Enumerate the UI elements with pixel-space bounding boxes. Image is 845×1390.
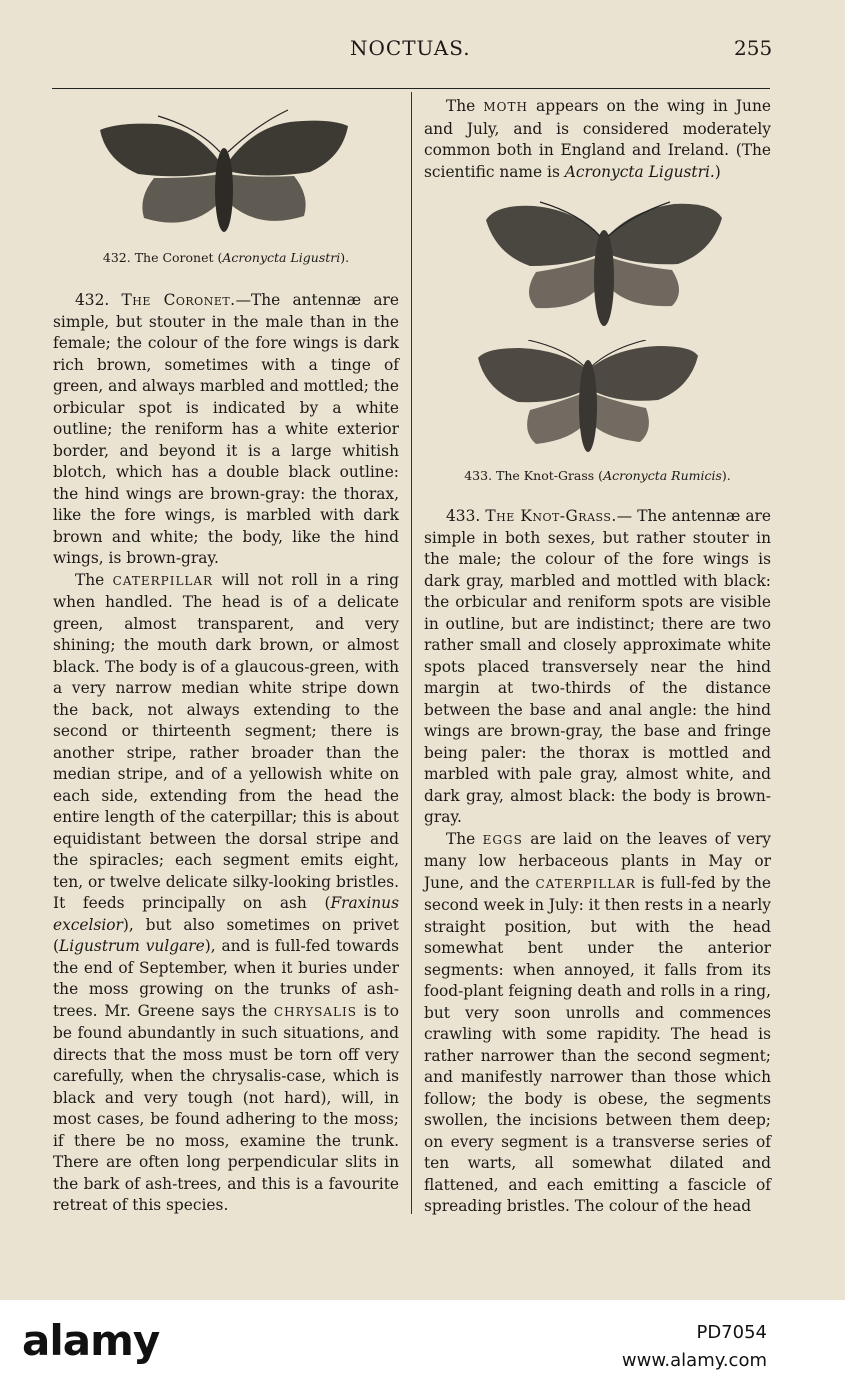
coronet-caterpillar-paragraph <box>53 570 399 1217</box>
page-number: 255 <box>734 36 773 60</box>
body-text: ), and is full-fed towards the end of September, when it buries under the moss growing on the trunks of ash-trees. Mr. Greene says the <box>53 937 399 1020</box>
knot-grass-eggs-paragraph <box>424 829 771 1218</box>
header-rule <box>52 88 770 89</box>
body-text: The <box>446 97 476 115</box>
body-text: is full-fed by the second week in July: it then rests in a nearly straight position, but with the head somewhat bent under the anterior segments: when annoyed, it falls from its food-plant feigning death and rolls in a ring, but very soon unrolls and commences crawling with some rapidity. The head is rather narrower than the second segment; and manifestly narrower than those which follow; the body is obese, the segments swollen, the incisions between them deep; on every segment is a transverse series of ten warts, all somewhat dilated and flattened, and each emitting a fascicle of spreading bristles. The colour of the head <box>424 873 771 1215</box>
keyword-moth: MOTH <box>483 100 528 114</box>
caption-text: 433. The Knot-Grass ( <box>464 468 604 483</box>
figure-caption-432 <box>53 250 399 265</box>
caption-species: Acronycta Rumicis <box>603 468 722 483</box>
body-text: —The antennæ are simple, but stouter in the male than in the female; the colour of the fore wings is dark rich brown, sometimes with a tinge of green, and always marbled and mottled; the orbicular spot is indicated by a white outline; the reniform has a white exterior border, and beyond it is a large whitish blotch, which has a double black outline: the hind wings are brown-gray: the thorax, like the fore wings, is marbled with dark brown and white; the body, like the hind wings, is brown-gray. <box>53 291 399 567</box>
section-number: 432. <box>75 291 110 309</box>
body-text: ) <box>714 162 721 181</box>
body-text: The <box>75 570 105 589</box>
column-divider <box>411 92 412 1214</box>
keyword-eggs: EGGS <box>482 832 523 847</box>
footer-url: www.alamy.com <box>621 1350 767 1371</box>
right-column-top-text <box>424 96 771 183</box>
body-text: is to be found abundantly in such situations, and directs that the moss must be torn off very carefully, when the chrysalis-case, which is black and very tough (not hard), will, in most cases, be found adhering to the moss; if there be no moss, examine the trunk. There are often long perpendicular slits in the bark of ash-trees, and this is a favourite retreat of this species. <box>53 1001 399 1214</box>
caption-text: ). <box>340 250 350 265</box>
right-column-bottom-text <box>424 506 771 1218</box>
alamy-logo: alamy <box>22 1316 160 1365</box>
coronet-moth-illustration <box>98 108 350 238</box>
caption-species: Acronycta Ligustri <box>222 250 341 265</box>
keyword-caterpillar: CATERPILLAR <box>112 573 214 588</box>
left-column-text <box>53 290 399 1217</box>
keyword-caterpillar: CATERPILLAR <box>535 876 636 891</box>
section-number: 433. <box>446 507 481 525</box>
keyword-chrysalis: CHRYSALIS <box>273 1004 357 1019</box>
knot-grass-moth-illustration-lower <box>476 340 700 458</box>
caption-text: 432. The Coronet ( <box>102 250 223 265</box>
figure-caption-433 <box>424 468 771 483</box>
species-name: Fraxinus excelsior <box>53 894 399 934</box>
body-text: The <box>446 829 476 848</box>
knot-grass-description <box>424 506 771 829</box>
body-text: will not roll in a ring when handled. The head is of a delicate green, almost transparent, and very shining; the mouth dark brown, or almost black. The body is of a glaucous-green, with a very narrow median white stripe down the back, not always extending to the second or thirteenth segment; there is another stripe, rather broader than the median stripe, and of a yellowish white on each side, extending from the head the entire length of the caterpillar; this is about equidistant between the dorsal stripe and the spiracles; each segment emits eight, ten, or twelve delicate silky-looking bristles. It feeds principally on ash ( <box>53 570 399 912</box>
coronet-moth-paragraph <box>424 96 771 183</box>
body-text: ), but also sometimes on privet ( <box>53 915 399 955</box>
caption-text: ). <box>721 468 731 483</box>
body-text: — The antennæ are simple in both sexes, but rather stouter in the male; the colour of the fore wings is dark gray, marbled and mottled with black: the orbicular and reniform spots are visible in outline, but are indistinct; there are two rather small and closely approximate white spots placed transversely near the hind margin at two-thirds of the distance between the base and anal angle: the hind wings are brown-gray, the base and fringe being paler: the thorax is mottled and marbled with pale gray, almost white, and dark gray, almost black: the body is brown-gray. <box>424 507 771 826</box>
section-title: The Coronet. <box>121 291 236 309</box>
body-text: are laid on the leaves of very many low herbaceous plants in May or June, and the <box>424 829 771 892</box>
body-text: appears on the wing in June and July, and is considered moderately common both in England and Ireland. (The scientific name is <box>424 97 771 181</box>
species-name: Acronycta Ligustri. <box>564 162 715 181</box>
section-title: The Knot-Grass. <box>485 507 617 525</box>
image-id: PD7054 <box>696 1322 767 1343</box>
knot-grass-moth-illustration-upper <box>484 200 724 330</box>
coronet-description <box>53 290 399 570</box>
running-head: NOCTUAS. <box>350 36 471 60</box>
species-name: Ligustrum vulgare <box>59 937 205 955</box>
